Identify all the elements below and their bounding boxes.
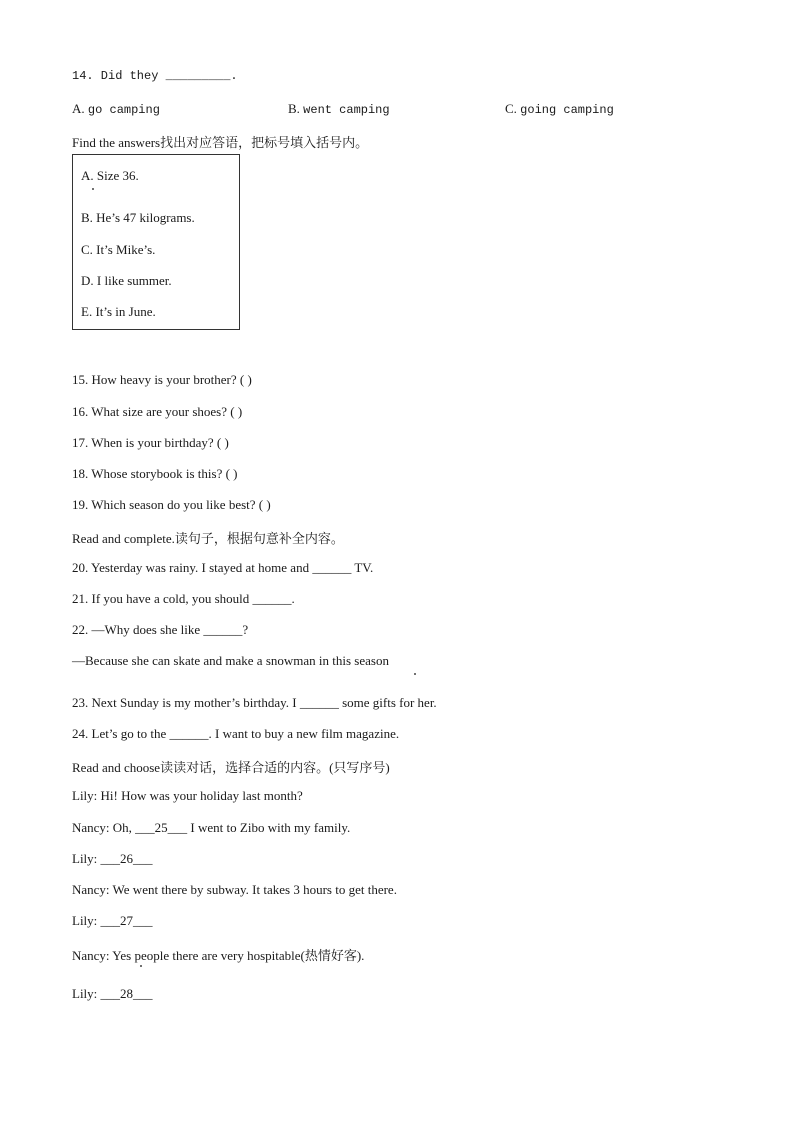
answer-option-c: C. It’s Mike’s.: [81, 242, 156, 257]
dialogue-line-2: Nancy: Oh, ___25___ I went to Zibo with my family.: [72, 820, 351, 835]
question-17: 17. When is your birthday? ( ): [72, 435, 229, 450]
q14-option-b[interactable]: [288, 101, 390, 117]
option-letter: A.: [72, 101, 85, 116]
answer-option-e: E. It’s in June.: [81, 304, 156, 319]
question-21: 21. If you have a cold, you should ______.: [72, 591, 295, 606]
question-16: 16. What size are your shoes? ( ): [72, 404, 243, 419]
option-letter: C.: [505, 101, 517, 116]
option-text: going camping: [520, 103, 614, 117]
question-22: 22. —Why does she like ______?: [72, 622, 249, 637]
dialogue-line-3: Lily: ___26___: [72, 851, 153, 866]
dialogue-line-6: Nancy: Yes people there are very hospitable(热情好客).: [72, 948, 365, 963]
section-heading-read-complete: Read and complete.读句子，根据句意补全内容。: [72, 531, 344, 546]
question-18: 18. Whose storybook is this? ( ): [72, 466, 238, 481]
answer-option-d: D. I like summer.: [81, 273, 172, 288]
answer-option-a: A. Size 36.: [81, 168, 139, 183]
question-23: 23. Next Sunday is my mother’s birthday. I ______ some gifts for her.: [72, 695, 437, 710]
option-text: went camping: [303, 103, 390, 117]
question-24: 24. Let’s go to the ______. I want to buy a new film magazine.: [72, 726, 400, 741]
stray-mark: [414, 673, 416, 675]
answer-options-box: [72, 154, 240, 330]
question-20: 20. Yesterday was rainy. I stayed at home and ______ TV.: [72, 560, 374, 575]
section-heading-find-answers: Find the answers找出对应答语，把标号填入括号内。: [72, 135, 369, 150]
q14-option-c[interactable]: [505, 101, 614, 117]
question-15: 15. How heavy is your brother? ( ): [72, 372, 252, 387]
option-letter: B.: [288, 101, 300, 116]
stray-mark: [140, 965, 142, 967]
question-14-stem: 14. Did they _________.: [72, 69, 238, 83]
question-22-answer-line: —Because she can skate and make a snowman in this season: [72, 653, 389, 668]
section-heading-read-choose: Read and choose读读对话，选择合适的内容。(只写序号): [72, 760, 390, 775]
dialogue-line-7: Lily: ___28___: [72, 986, 153, 1001]
answer-option-b: B. He’s 47 kilograms.: [81, 210, 195, 225]
stray-mark: [92, 188, 94, 190]
dialogue-line-1: Lily: Hi! How was your holiday last month?: [72, 788, 303, 803]
q14-option-a[interactable]: [72, 101, 160, 117]
dialogue-line-4: Nancy: We went there by subway. It takes 3 hours to get there.: [72, 882, 397, 897]
question-19: 19. Which season do you like best? ( ): [72, 497, 271, 512]
option-text: go camping: [87, 103, 160, 117]
dialogue-line-5: Lily: ___27___: [72, 913, 153, 928]
